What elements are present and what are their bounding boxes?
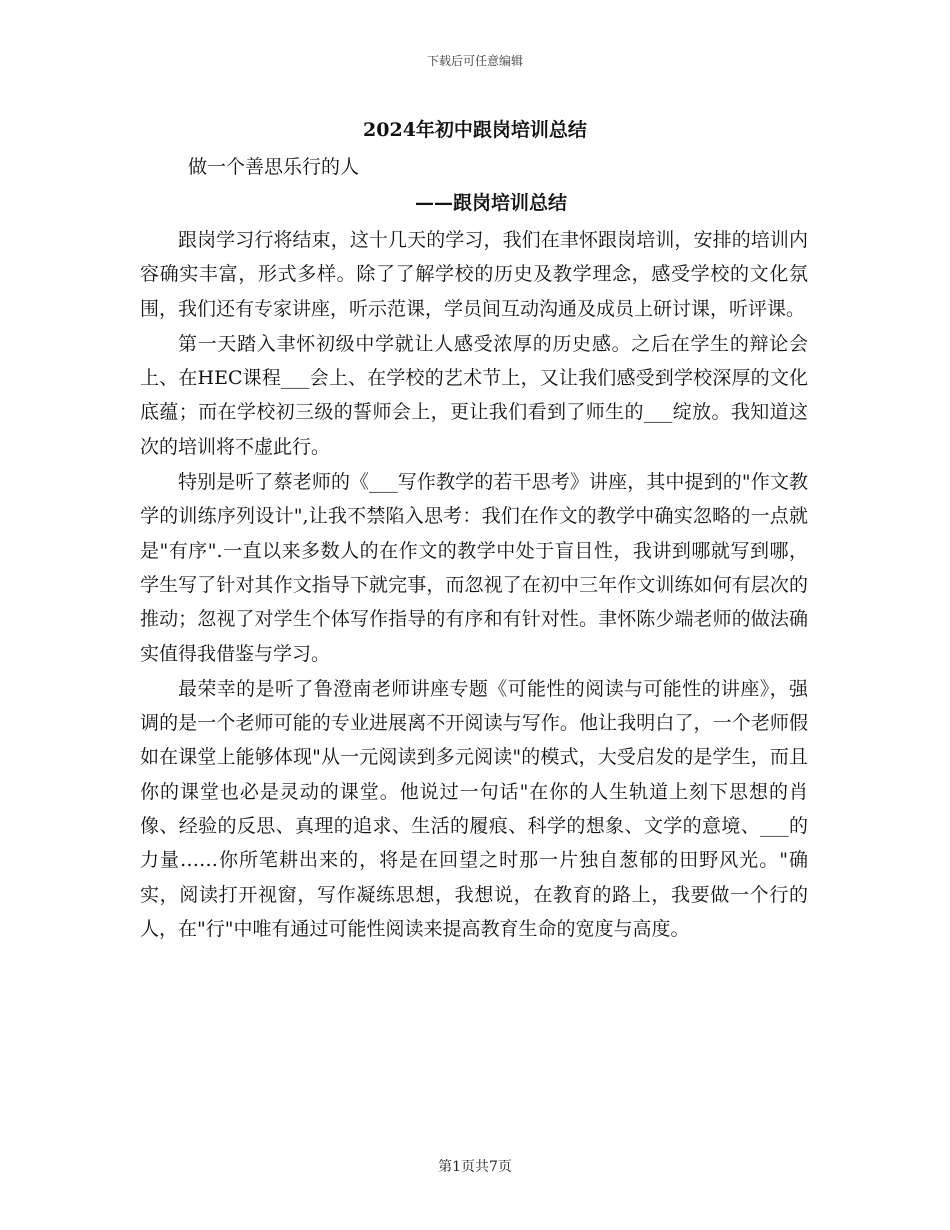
paragraph: 特别是听了蔡老师的《___写作教学的若干思考》讲座，其中提到的"作文教学的训练序列设计",让我不禁陷入思考：我们在作文的教学中确实忽略的一点就是"有序".一直以来多数人的在作文的教学中处于盲目性，我讲到哪就写到哪，学生写了针对其作文指导下就完事，而忽视了在初中三年作文训练如何有层次的推动；忽视了对学生个体写作指导的有序和有针对性。聿怀陈少端老师的做法确实值得我借鉴与学习。 (140, 471, 808, 665)
paragraph: 跟岗学习行将结束，这十几天的学习，我们在聿怀跟岗培训，安排的培训内容确实丰富，形式多样。除了了解学校的历史及教学理念，感受学校的文化氛围，我们还有专家讲座，听示范课，学员间互动沟通及成员上研讨课，听评课。 (140, 229, 808, 320)
page-footer: 第1页共7页 (438, 1159, 512, 1175)
document-subtitle: 做一个善思乐行的人 (188, 156, 360, 178)
document-title: 2024年初中跟岗培训总结 (363, 119, 587, 141)
page-header: 下载后可任意编辑 (426, 54, 523, 68)
paragraph: 第一天踏入聿怀初级中学就让人感受浓厚的历史感。之后在学生的辩论会上、在HEC课程___会上、在学校的艺术节上，又让我们感受到学校深厚的文化底蕴；而在学校初三级的誓师会上，更让我们看到了师生的___绽放。我知道这次的培训将不虚此行。 (140, 332, 808, 458)
document-subsubtitle: ——跟岗培训总结 (415, 192, 568, 214)
document-body (140, 223, 808, 947)
paragraph: 最荣幸的是听了鲁澄南老师讲座专题《可能性的阅读与可能性的讲座》，强调的是一个老师可能的专业进展离不开阅读与写作。他让我明白了，一个老师假如在课堂上能够体现"从一元阅读到多元阅读"的模式，大受启发的是学生，而且你的课堂也必是灵动的课堂。他说过一句话"在你的人生轨道上刻下思想的肖像、经验的反思、真理的追求、生活的履痕、科学的想象、文学的意境、___的力量……你所笔耕出来的，将是在回望之时那一片独自葱郁的田野风光。"确实，阅读打开视窗，写作凝练思想，我想说，在教育的路上，我要做一个行的人，在"行"中唯有通过可能性阅读来提高教育生命的宽度与高度。 (140, 677, 808, 940)
